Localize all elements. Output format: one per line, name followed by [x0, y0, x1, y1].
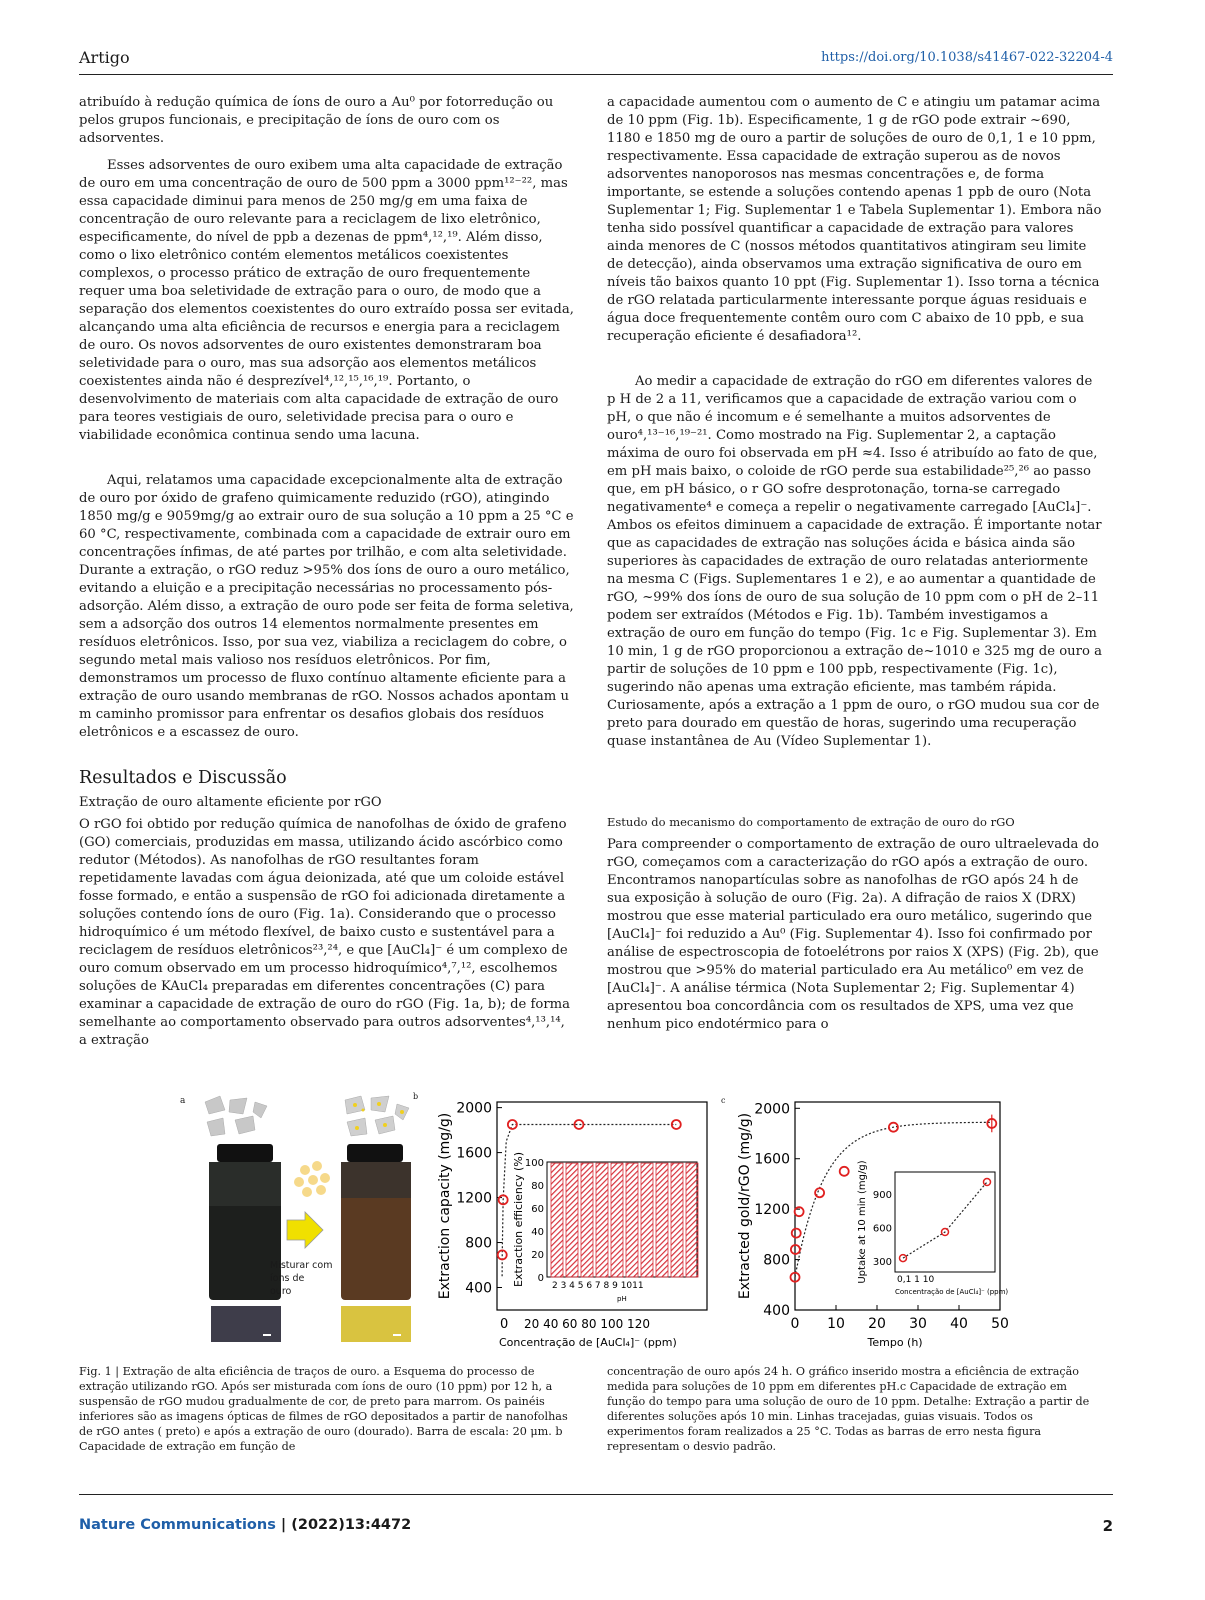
- y-tick-label: 400: [763, 1303, 790, 1319]
- panel-label-c: c: [721, 1096, 726, 1105]
- y-tick-label: 1200: [456, 1190, 492, 1207]
- rgo-process-schematic: [195, 1090, 445, 1350]
- inset-y-tick-label: 60: [531, 1204, 544, 1215]
- inset-y-tick-label: 300: [872, 1256, 892, 1268]
- figure-caption-right: concentração de ouro após 24 h. O gráfico inserido mostra a eficiência de extração medida para soluções de 10 ppm em diferentes pH.c Capacidade de extração em função do tempo para uma solução de ouro de 10 ppm. Detalhe: Extração a partir de diferentes soluções após 10 min. Linhas tracejadas, guias visuais. Todos os experimentos foram realizados a 25 °C. Todas as barras de erro nesta figura representam o desvio padrão.: [607, 1365, 1090, 1453]
- y-tick-label: 1600: [754, 1151, 790, 1168]
- x-tick-label: 0: [790, 1316, 800, 1332]
- subsection-heading: Estudo do mecanismo do comportamento de extração de ouro do rGO: [607, 815, 1015, 829]
- inset-bar: [581, 1163, 593, 1277]
- x-tick-label: 20: [868, 1316, 886, 1332]
- inset-y-tick-label: 0: [537, 1273, 544, 1284]
- y-tick-label: 1200: [754, 1202, 790, 1219]
- y-tick-label: 800: [465, 1235, 492, 1252]
- article-type: Artigo: [79, 48, 130, 67]
- y-axis-label: Extracted gold/rGO (mg/g): [737, 1112, 753, 1300]
- data-point: [815, 1188, 824, 1197]
- left-column-lower: [79, 816, 575, 1050]
- inset-bar: [641, 1163, 653, 1277]
- film-before-image: [211, 1306, 281, 1342]
- x-tick-label: 40: [950, 1316, 968, 1332]
- inset-y-tick-label: 40: [531, 1227, 544, 1238]
- paragraph: Ao medir a capacidade de extração do rGO em diferentes valores de p H de 2 a 11, verificamos que a capacidade de extração variou com o pH, o que não é incomum e é semelhante a muitos adsorventes de ouro⁴,¹³⁻¹⁶,¹⁹⁻²¹. Como mostrado na Fig. Suplementar 2, a captação máxima de ouro foi observada em pH ≈4. Isso é atribuído ao fato de que, em pH mais baixo, o coloide de rGO perde sua estabilidade²⁵,²⁶ ao passo que, em pH básico, o r GO sofre desprotonação, torna-se carregado negativamente⁴ e começa a repelir o negativamente carregado [AuCl₄]⁻. Ambos os efeitos diminuem a capacidade de extração. É importante notar que as capacidades de extração nas soluções ácida e básica ainda são superiores às capacidades de extração de ouro relatadas anteriormente na mesma C (Figs. Suplementares 1 e 2), e ao aumentar a quantidade de rGO, ~99% dos íons de ouro de sua solução de 10 ppm com o pH de 2–11 podem ser extraídos (Métodos e Fig. 1b). Também investigamos a extração de ouro em função do tempo (Fig. 1c e Fig. Suplementar 3). Em 10 min, 1 g de rGO proporcionou a extração de~1010 e 325 mg de ouro a partir de soluções de 10 ppm e 100 ppb, respectivamente (Fig. 1c), sugerindo não apenas uma extração eficiente, mas também rápida. Curiosamente, após a extração a 1 ppm de ouro, o rGO mudou sua cor de preto para dourado em questão de horas, sugerindo uma recuperação quase instantânea de Au (Vídeo Suplementar 1).: [607, 374, 1102, 749]
- inset-y-tick-label: 20: [531, 1250, 544, 1261]
- page-number: 2: [1102, 1517, 1113, 1535]
- x-tick-label: 20 40 60 80 100 120: [524, 1317, 650, 1331]
- figure-1: [180, 1090, 1050, 1350]
- data-point: [795, 1207, 804, 1216]
- arrow-icon: [287, 1212, 323, 1248]
- gold-loaded-flakes-icon: [345, 1096, 409, 1136]
- inset-bar: [626, 1163, 638, 1277]
- panel-label-b: b: [413, 1092, 419, 1101]
- y-tick-label: 800: [763, 1252, 790, 1269]
- left-column: [79, 94, 575, 742]
- y-tick-label: 1600: [456, 1145, 492, 1162]
- section-heading: Resultados e Discussão: [79, 768, 287, 788]
- inset-y-tick-label: 100: [524, 1158, 544, 1169]
- right-column-lower: [607, 836, 1103, 1034]
- film-after-image: [341, 1306, 411, 1342]
- inset-y-tick-label: 900: [872, 1190, 892, 1202]
- x-axis-label: Concentração de [AuCl₄]⁻ (ppm): [499, 1336, 677, 1349]
- paragraph: a capacidade aumentou com o aumento de C e atingiu um patamar acima de 10 ppm (Fig. 1b). Especificamente, 1 g de rGO pode extrair ~690, 1180 e 1850 mg de ouro a partir de soluções de ouro de 0,1, 1 e 10 ppm, respectivamente. Essa capacidade de extração superou as de novos adsorventes nanoporosos nas mesmas concentrações e, de forma importante, se estende a soluções contendo apenas 1 ppb de ouro (Nota Suplementar 1; Fig. Suplementar 1 e Tabela Suplementar 1). Embora não tenha sido possível quantificar a capacidade de extração para valores ainda menores de C (nossos métodos quantitativos atingiram seu limite de detecção), ainda observamos uma extração significativa de ouro em níveis tão baixos quanto 10 ppt (Fig. Suplementar 1). Isso torna a técnica de rGO relatada particularmente interessante porque águas residuais e água doce frequentemente contêm ouro com C abaixo de 10 ppb, e sua recuperação eficiente é desafiadora¹².: [607, 95, 1102, 344]
- paragraph: Aqui, relatamos uma capacidade excepcionalmente alta de extração de ouro por óxido de grafeno quimicamente reduzido (rGO), atingindo 1850 mg/g e 9059mg/g ao extrair ouro de sua solução a 10 ppm a 25 °C e 60 °C, respectivamente, combinada com a capacidade de extrair ouro em concentrações ínfimas, de até partes por trilhão, e com alta seletividade. Durante a extração, o rGO reduz >95% dos íons de ouro a ouro metálico, evitando a eluição e a precipitação necessárias no processamento pós-adsorção. Além disso, a extração de ouro pode ser feita de forma seletiva, sem a adsorção dos outros 14 elementos normalmente presentes em resíduos eletrônicos. Isso, por sua vez, viabiliza a reciclagem do cobre, o segundo metal mais valioso nos resíduos eletrônicos. Por fim, demonstramos um processo de fluxo contínuo altamente eficiente para a extração de ouro usando membranas de rGO. Nossos achados apontam u m caminho promissor para enfrentar os desafios globais dos resíduos eletrônicos e a escassez de ouro.: [79, 473, 574, 740]
- inset-y-axis-label: Extraction efficiency (%): [512, 1152, 525, 1287]
- mix-label: Misturar com íons de ouro: [270, 1260, 333, 1297]
- paragraph: atribuído à redução química de íons de ouro a Au⁰ por fotorredução ou pelos grupos funcionais, e precipitação de íons de ouro com os adsorventes.: [79, 95, 554, 146]
- inset-bar: [551, 1163, 563, 1277]
- x-tick-label: 0: [500, 1317, 509, 1332]
- figure-caption-left: Fig. 1 | Extração de alta eficiência de traços de ouro. a Esquema do processo de extração utilizando rGO. Após ser misturada com íons de ouro (10 ppm) por 12 h, a suspensão de rGO mudou gradualmente de cor, de preto para marrom. Os painéis inferiores são as imagens ópticas de filmes de rGO depositados a partir de nanofolhas de rGO antes ( preto) e após a extração de ouro (dourado). Barra de escala: 20 μm. b Capacidade de extração em função de: [79, 1365, 568, 1453]
- inset-bar: [671, 1163, 683, 1277]
- y-tick-label: 2000: [456, 1100, 492, 1117]
- paragraph: Para compreender o comportamento de extração de ouro ultraelevada do rGO, começamos com a caracterização do rGO após a extração de ouro. Encontramos nanopartículas sobre as nanofolhas de rGO após 24 h de sua exposição à solução de ouro (Fig. 2a). A difração de raios X (DRX) mostrou que esse material particulado era ouro metálico, sugerindo que [AuCl₄]⁻ foi reduzido a Au⁰ (Fig. Suplementar 4). Isso foi confirmado por análise de espectroscopia de fotoelétrons por raios X (XPS) (Fig. 2b), que mostrou que >95% do material particulado era Au metálico⁰ em vez de [AuCl₄]⁻. A análise térmica (Nota Suplementar 2; Fig. Suplementar 4) apresentou boa concordância com os resultados de XPS, uma vez que nenhum pico endotérmico para o: [607, 837, 1099, 1032]
- rgo-flakes-icon: [205, 1096, 267, 1136]
- page-footer: [79, 1494, 1113, 1535]
- inset-x-tick-label: 2 3 4 5 6 7 8 9 1011: [552, 1281, 644, 1291]
- y-tick-label: 400: [465, 1280, 492, 1297]
- panel-label-a: a: [180, 1096, 186, 1106]
- inset-bar: [656, 1163, 668, 1277]
- inset-y-tick-label: 80: [531, 1181, 544, 1192]
- subsection-heading: Extração de ouro altamente eficiente por rGO: [79, 795, 382, 810]
- gold-ions-icon: [294, 1161, 330, 1197]
- page-header: [79, 46, 1113, 75]
- inset-x-axis-label: Concentração de [AuCl₄]⁻ (ppm): [895, 1288, 1009, 1296]
- y-axis-label: Extraction capacity (mg/g): [437, 1112, 453, 1300]
- inset-bar: [596, 1163, 608, 1277]
- doi-link[interactable]: https://doi.org/10.1038/s41467-022-32204-4: [821, 50, 1113, 65]
- inset-bar: [686, 1163, 698, 1277]
- inset-x-tick-label: 0,1 1 10: [897, 1275, 935, 1285]
- journal-citation: Nature Communications | (2022)13:4472: [79, 1517, 412, 1533]
- inset-y-axis-label: Uptake at 10 min (mg/g): [857, 1160, 868, 1284]
- inset-frame: [895, 1172, 995, 1272]
- inset-x-axis-label: pH: [617, 1295, 627, 1303]
- data-point: [792, 1229, 801, 1238]
- inset-bar: [566, 1163, 578, 1277]
- x-tick-label: 30: [909, 1316, 927, 1332]
- y-tick-label: 2000: [754, 1101, 790, 1118]
- x-tick-label: 10: [827, 1316, 845, 1332]
- x-axis-label: Tempo (h): [867, 1336, 923, 1349]
- chart-b: [435, 1090, 720, 1352]
- inset-bar: [611, 1163, 623, 1277]
- inset-y-tick-label: 600: [872, 1223, 892, 1235]
- paragraph: Esses adsorventes de ouro exibem uma alta capacidade de extração de ouro em uma concentração de ouro de 500 ppm a 3000 ppm¹²⁻²², mas essa capacidade diminui para menos de 250 mg/g em uma faixa de concentração de ouro relevante para a reciclagem de lixo eletrônico, especificamente, do nível de ppb a dezenas de ppm⁴,¹²,¹⁹. Além disso, como o lixo eletrônico contém elementos metálicos coexistentes complexos, o processo prático de extração de ouro frequentemente requer uma boa seletividade de extração para o ouro, de modo que a separação dos elementos coexistentes do ouro extraído possa ser evitada, alcançando uma alta eficiência de recursos e energia para a reciclagem de ouro. Os novos adsorventes de ouro existentes demonstraram boa seletividade para o ouro, mas sua adsorção aos elementos metálicos coexistentes ainda não é desprezível⁴,¹²,¹⁵,¹⁶,¹⁹. Portanto, o desenvolvimento de materiais com alta capacidade de extração de ouro para teores vestigiais de ouro, seletividade precisa para o ouro e viabilidade econômica continua sendo uma lacuna.: [79, 158, 574, 443]
- vial-after-icon: [341, 1144, 411, 1300]
- paragraph: O rGO foi obtido por redução química de nanofolhas de óxido de grafeno (GO) comerciais, produzidas em massa, utilizando ácido ascórbico como redutor (Métodos). As nanofolhas de rGO resultantes foram repetidamente lavadas com água deionizada, até que um coloide estável fosse formado, e então a suspensão de rGO foi adicionada diretamente a soluções contendo íons de ouro (Fig. 1a). Considerando que o processo hidroquímico é um método flexível, de baixo custo e sustentável para a reciclagem de resíduos eletrônicos²³,²⁴, e que [AuCl₄]⁻ é um complexo de ouro comum observado em um processo hidroquímico⁴,⁷,¹², escolhemos soluções de KAuCl₄ preparadas em diferentes concentrações (C) para examinar a capacidade de extração de ouro do rGO (Fig. 1a, b); de forma semelhante ao comportamento observado para outros adsorventes⁴,¹³,¹⁴, a extração: [79, 817, 571, 1048]
- x-tick-label: 50: [991, 1316, 1009, 1332]
- data-point: [840, 1167, 849, 1176]
- right-column: [607, 94, 1103, 751]
- chart-c: [735, 1090, 1020, 1352]
